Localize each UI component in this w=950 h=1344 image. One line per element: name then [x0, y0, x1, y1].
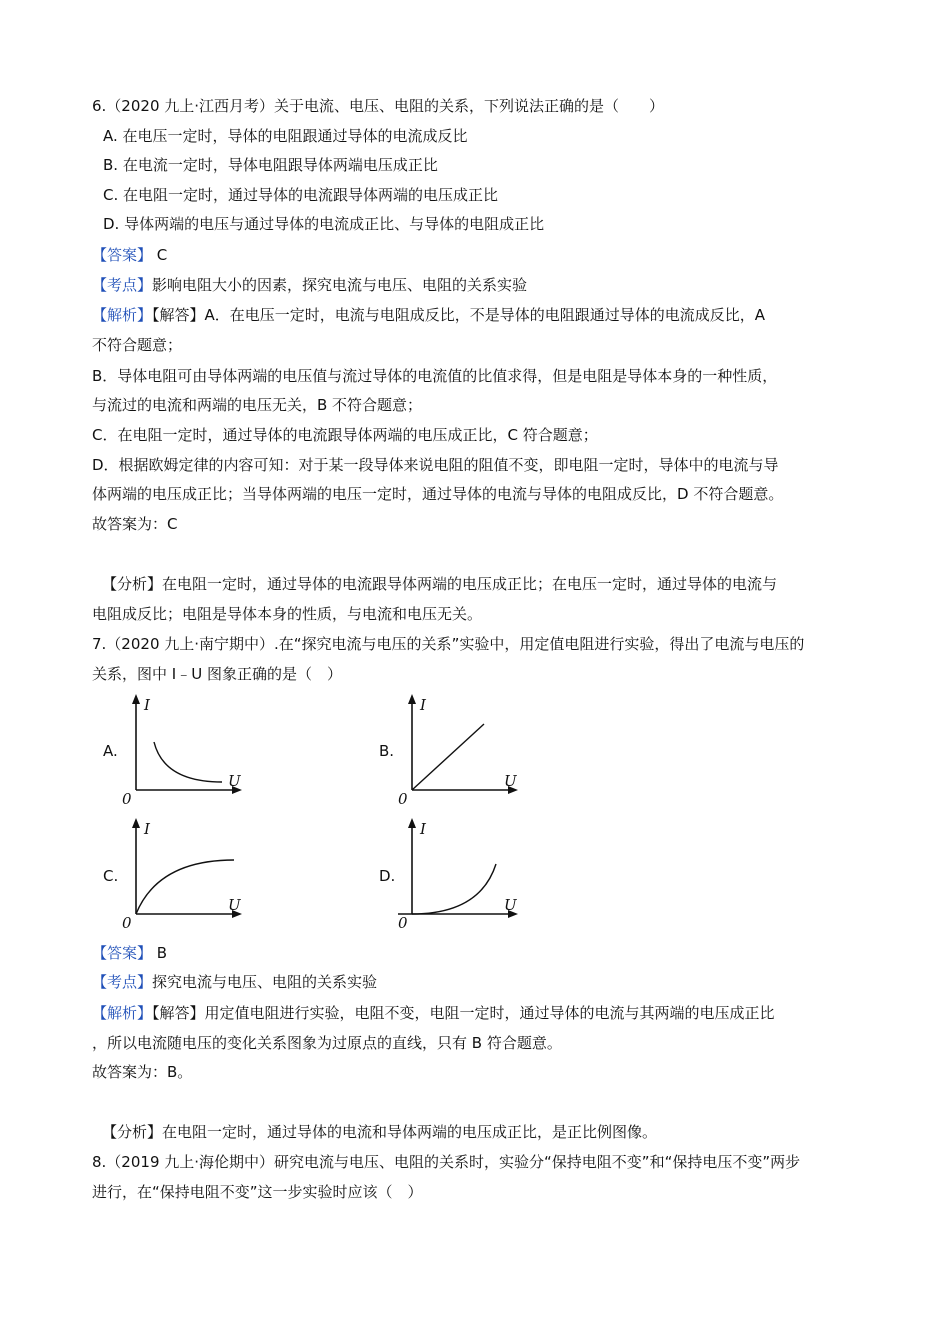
q6-jiexi-line-4: 与流过的电流和两端的电压无关，B 不符合题意；	[92, 396, 423, 414]
line-proportional	[412, 724, 484, 790]
q7-option-label-d: D.	[379, 867, 396, 885]
kaodian-tag: 【考点】	[92, 276, 153, 294]
q7-answer	[92, 943, 167, 963]
jiexi-tag: 【解析】	[92, 306, 153, 324]
q7-stem-line-1: 7.（2020 九上·南宁期中）.在“探究电流与电压的关系”实验中，用定值电阻进行实验，得出了电流与电压的	[92, 635, 805, 653]
q8-stem-line-2: 进行，在“保持电阻不变”这一步实验时应该（ ）	[92, 1183, 423, 1201]
origin-label: 0	[122, 790, 132, 808]
jiexi-text: 【解答】A．在电压一定时，电流与电阻成反比，不是导体的电阻跟通过导体的电流成反比，A	[152, 306, 766, 324]
q6-jiexi-line-2: 不符合题意；	[92, 336, 183, 354]
q6-option-a: A. 在电压一定时，导体的电阻跟通过导体的电流成反比	[103, 127, 468, 145]
q7-fenxi: 【分析】在电阻一定时，通过导体的电流和导体两端的电压成正比，是正比例图像。	[102, 1123, 658, 1141]
q6-fenxi-line-2: 电阻成反比；电阻是导体本身的性质，与电流和电压无关。	[92, 605, 483, 623]
kaodian-text: 影响电阻大小的因素，探究电流与电压、电阻的关系实验	[152, 276, 528, 294]
q7-kaodian	[92, 972, 377, 992]
q6-jiexi-line-3: B．导体电阻可由导体两端的电压值与流过导体的电流值的比值求得，但是电阻是导体本身的一种性质，	[92, 367, 778, 385]
answer-tag: 【答案】	[92, 944, 153, 962]
jiexi-text: 【解答】用定值电阻进行实验，电阻不变，电阻一定时，通过导体的电流与其两端的电压成正比	[152, 1004, 775, 1022]
q6-option-d: D. 导体两端的电压与通过导体的电流成正比、与导体的电阻成正比	[103, 215, 545, 233]
q7-stem-line-2: 关系，图中 I﹣U 图象正确的是（ ）	[92, 665, 342, 683]
q6-jiexi-line-8: 故答案为：C	[92, 515, 178, 533]
q6-answer	[92, 245, 167, 265]
q6-jiexi-line-5: C．在电阻一定时，通过导体的电流跟导体两端的电压成正比，C 符合题意；	[92, 426, 598, 444]
answer-value: C	[152, 246, 168, 264]
q7-jiexi-line-2: ，所以电流随电压的变化关系图象为过原点的直线，只有 B 符合题意。	[92, 1034, 562, 1052]
q6-jiexi-line-7: 体两端的电压成正比；当导体两端的电压一定时，通过导体的电流与导体的电阻成反比，D 不符合题意。	[92, 485, 784, 503]
q7-option-label-b: B.	[379, 742, 395, 760]
axis-y-label: I	[144, 820, 150, 838]
axis-y-label: I	[420, 696, 426, 714]
q7-option-label-c: C.	[103, 867, 119, 885]
q6-option-c: C. 在电阻一定时，通过导体的电流跟导体两端的电压成正比	[103, 186, 499, 204]
curve-convex	[412, 864, 496, 914]
q6-fenxi-line-1: 【分析】在电阻一定时，通过导体的电流跟导体两端的电压成正比；在电压一定时，通过导体的电流与	[102, 575, 778, 593]
answer-value: B	[152, 944, 168, 962]
q7-graph-c	[118, 814, 258, 934]
q7-option-label-a: A.	[103, 742, 118, 760]
q7-jiexi-line-1	[92, 1003, 775, 1023]
origin-label: 0	[398, 914, 408, 932]
answer-tag: 【答案】	[92, 246, 153, 264]
q7-graph-b	[394, 690, 534, 810]
q7-graph-d	[394, 814, 534, 934]
axis-y-label: I	[420, 820, 426, 838]
jiexi-tag: 【解析】	[92, 1004, 153, 1022]
q7-graph-a	[118, 690, 258, 810]
axis-x-label: U	[228, 772, 241, 790]
q6-option-b: B. 在电流一定时，导体电阻跟导体两端电压成正比	[103, 156, 438, 174]
kaodian-text: 探究电流与电压、电阻的关系实验	[152, 973, 378, 991]
axis-x-label: U	[228, 896, 241, 914]
axis-x-label: U	[504, 896, 517, 914]
axis-y-label: I	[144, 696, 150, 714]
kaodian-tag: 【考点】	[92, 973, 153, 991]
curve-inverse	[154, 742, 222, 782]
q7-jiexi-line-3: 故答案为：B。	[92, 1063, 193, 1081]
q6-jiexi-line-1	[92, 305, 765, 325]
axis-x-label: U	[504, 772, 517, 790]
origin-label: 0	[122, 914, 132, 932]
origin-label: 0	[398, 790, 408, 808]
q6-jiexi-line-6: D．根据欧姆定律的内容可知：对于某一段导体来说电阻的阻值不变，即电阻一定时，导体中的电流与导	[92, 456, 779, 474]
q8-stem-line-1: 8.（2019 九上·海伦期中）研究电流与电压、电阻的关系时，实验分“保持电阻不变”和“保持电压不变”两步	[92, 1153, 801, 1171]
q6-kaodian	[92, 275, 527, 295]
curve-saturating	[136, 860, 234, 914]
q6-stem: 6.（2020 九上·江西月考）关于电流、电压、电阻的关系，下列说法正确的是（ ）	[92, 97, 665, 115]
